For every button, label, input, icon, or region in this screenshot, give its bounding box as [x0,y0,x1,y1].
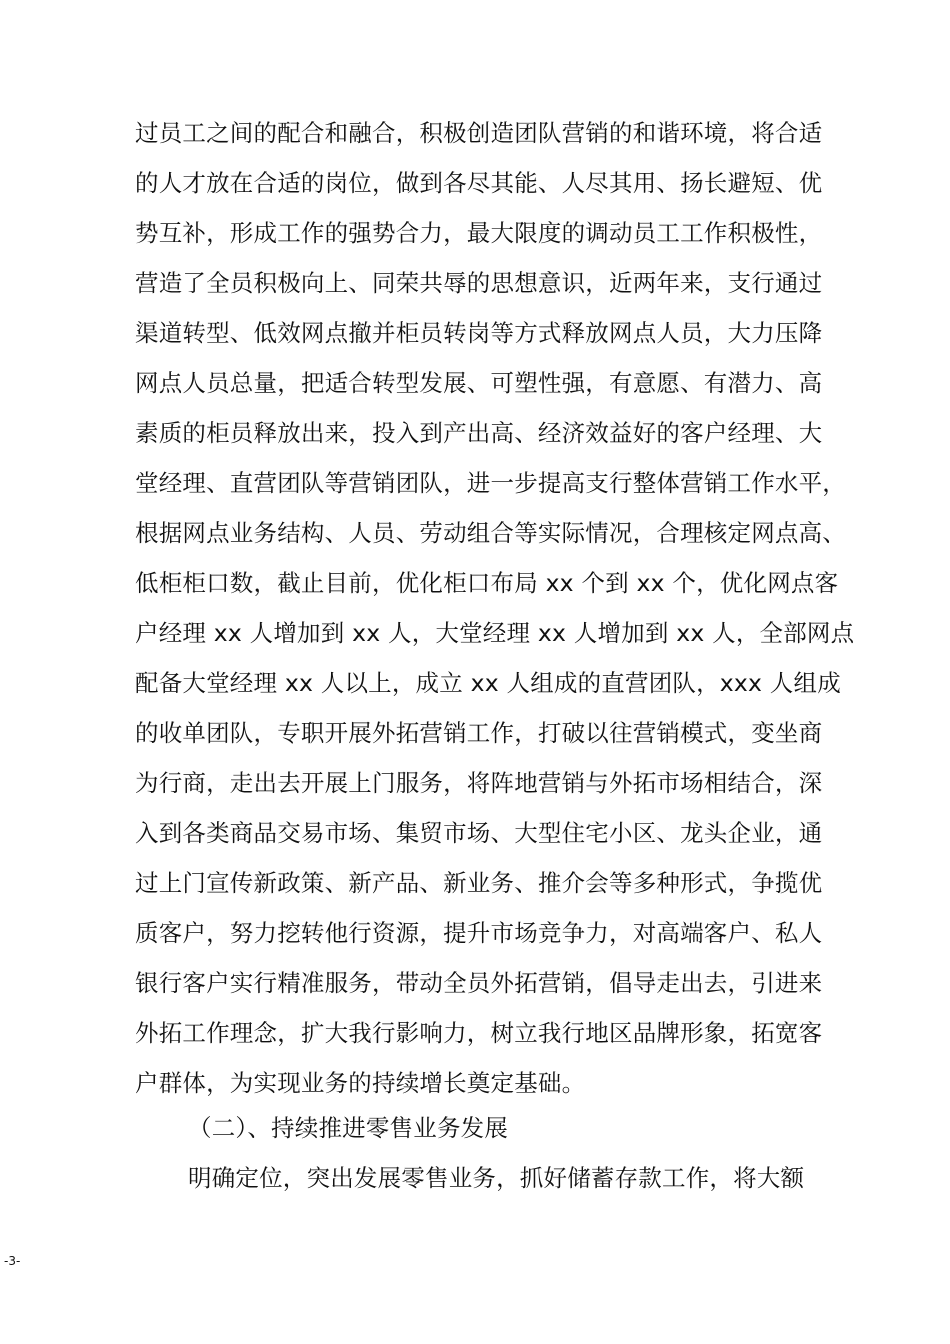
page-number: -3- [4,1254,21,1268]
body-line-15: 入到各类商品交易市场、集贸市场、大型住宅小区、龙头企业，通 [135,819,823,847]
body-line-17: 质客户，努力挖转他行资源，提升市场竞争力，对高端客户、私人 [135,919,823,947]
body-line-20: 户群体，为实现业务的持续增长奠定基础。 [135,1069,586,1097]
body-line-9: 根据网点业务结构、人员、劳动组合等实际情况，合理核定网点高、 [135,519,846,547]
body-line-6: 网点人员总量，把适合转型发展、可塑性强，有意愿、有潜力、高 [135,369,823,397]
body-line-11: 户经理 xx 人增加到 xx 人，大堂经理 xx 人增加到 xx 人，全部网点 [135,619,855,647]
body-line-4: 营造了全员积极向上、同荣共辱的思想意识，近两年来，支行通过 [135,269,823,297]
body-line-16: 过上门宣传新政策、新产品、新业务、推介会等多种形式，争揽优 [135,869,823,897]
body-line-5: 渠道转型、低效网点撤并柜员转岗等方式释放网点人员，大力压降 [135,319,823,347]
body-line-3: 势互补，形成工作的强势合力，最大限度的调动员工工作积极性， [135,219,823,247]
next-paragraph-line: 明确定位，突出发展零售业务，抓好储蓄存款工作，将大额 [188,1164,805,1192]
body-line-13: 的收单团队，专职开展外拓营销工作，打破以往营销模式，变坐商 [135,719,823,747]
body-line-18: 银行客户实行精准服务，带动全员外拓营销，倡导走出去，引进来 [135,969,823,997]
body-line-1: 过员工之间的配合和融合，积极创造团队营销的和谐环境，将合适 [135,119,823,147]
body-line-19: 外拓工作理念，扩大我行影响力，树立我行地区品牌形象，拓宽客 [135,1019,823,1047]
section-heading: （二）、持续推进零售业务发展 [188,1114,509,1142]
body-line-8: 堂经理、直营团队等营销团队，进一步提高支行整体营销工作水平， [135,469,846,497]
body-line-14: 为行商，走出去开展上门服务，将阵地营销与外拓市场相结合，深 [135,769,823,797]
body-line-12: 配备大堂经理 xx 人以上，成立 xx 人组成的直营团队，xxx 人组成 [135,669,841,697]
body-line-10: 低柜柜口数，截止目前，优化柜口布局 xx 个到 xx 个，优化网点客 [135,569,839,597]
body-line-2: 的人才放在合适的岗位，做到各尽其能、人尽其用、扬长避短、优 [135,169,823,197]
body-line-7: 素质的柜员释放出来，投入到产出高、经济效益好的客户经理、大 [135,419,823,447]
